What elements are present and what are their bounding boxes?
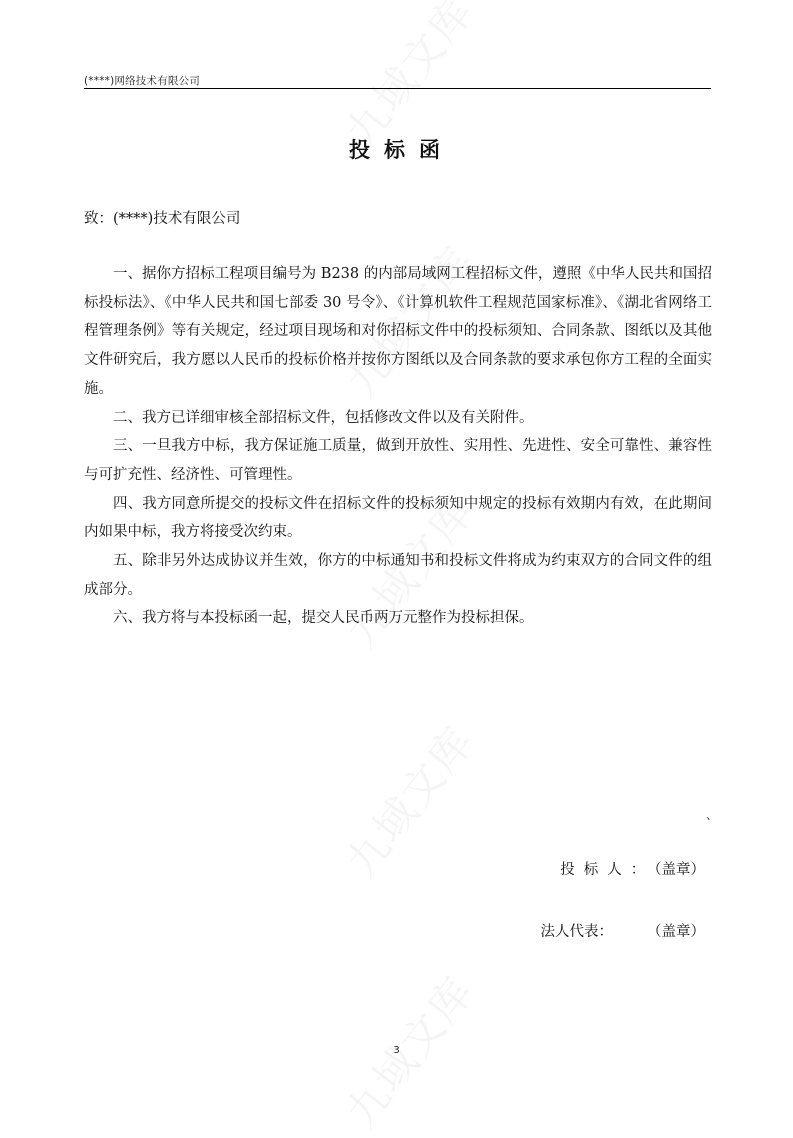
paragraph-2: 二、我方已详细审核全部招标文件，包括修改文件以及有关附件。 — [113, 409, 534, 426]
paragraph-6: 六、我方将与本投标函一起，提交人民币两万元整作为投标担保。 — [113, 610, 534, 627]
legal-rep-signature — [541, 920, 706, 941]
running-header — [84, 72, 711, 89]
bidder-label: 投标人： — [560, 862, 655, 878]
bidder-signature — [560, 858, 705, 879]
header-company: (****)网络技术有限公司 — [84, 75, 200, 87]
stray-mark: 、 — [706, 808, 719, 822]
paragraph-5: 五、除非另外达成协议并生效，你方的中标通知书和投标文件将成为约束双方的合同文件的组成部分。 — [84, 553, 712, 598]
addressee: 致：(****)技术有限公司 — [84, 211, 241, 227]
paragraph-1: 一、据你方招标工程项目编号为 B238 的内部局域网工程招标文件，遵照《中华人民共和国招标投标法》、《中华人民共和国七部委 30 号令》、《计算机软件工程规范国家标准》、《湖北省网络工程管理条例》等有关规定，经过项目现场和对你招标文件中的投标须知、合同条款、图纸以及其他文件研究后，我方愿以人民币的投标价格并按你方图纸以及合同条款的要求承包你方工程的全面实施。 — [84, 266, 712, 397]
legal-rep-label: 法人代表： — [540, 924, 613, 940]
watermark — [330, 712, 486, 888]
legal-rep-seal: （盖章） — [647, 924, 705, 940]
letter-body — [84, 260, 712, 633]
page-title: 投标函 — [349, 138, 454, 162]
paragraph-3: 三、一旦我方中标，我方保证施工质量，做到开放性、实用性、先进性、安全可靠性、兼容性与可扩充性、经济性、可管理性。 — [84, 438, 712, 483]
bidder-seal: （盖章） — [654, 862, 705, 878]
paragraph-4: 四、我方同意所提交的投标文件在招标文件的投标须知中规定的投标有效期内有效，在此期间内如果中标，我方将接受次约束。 — [84, 495, 712, 541]
page-number: 3 — [393, 1045, 400, 1056]
